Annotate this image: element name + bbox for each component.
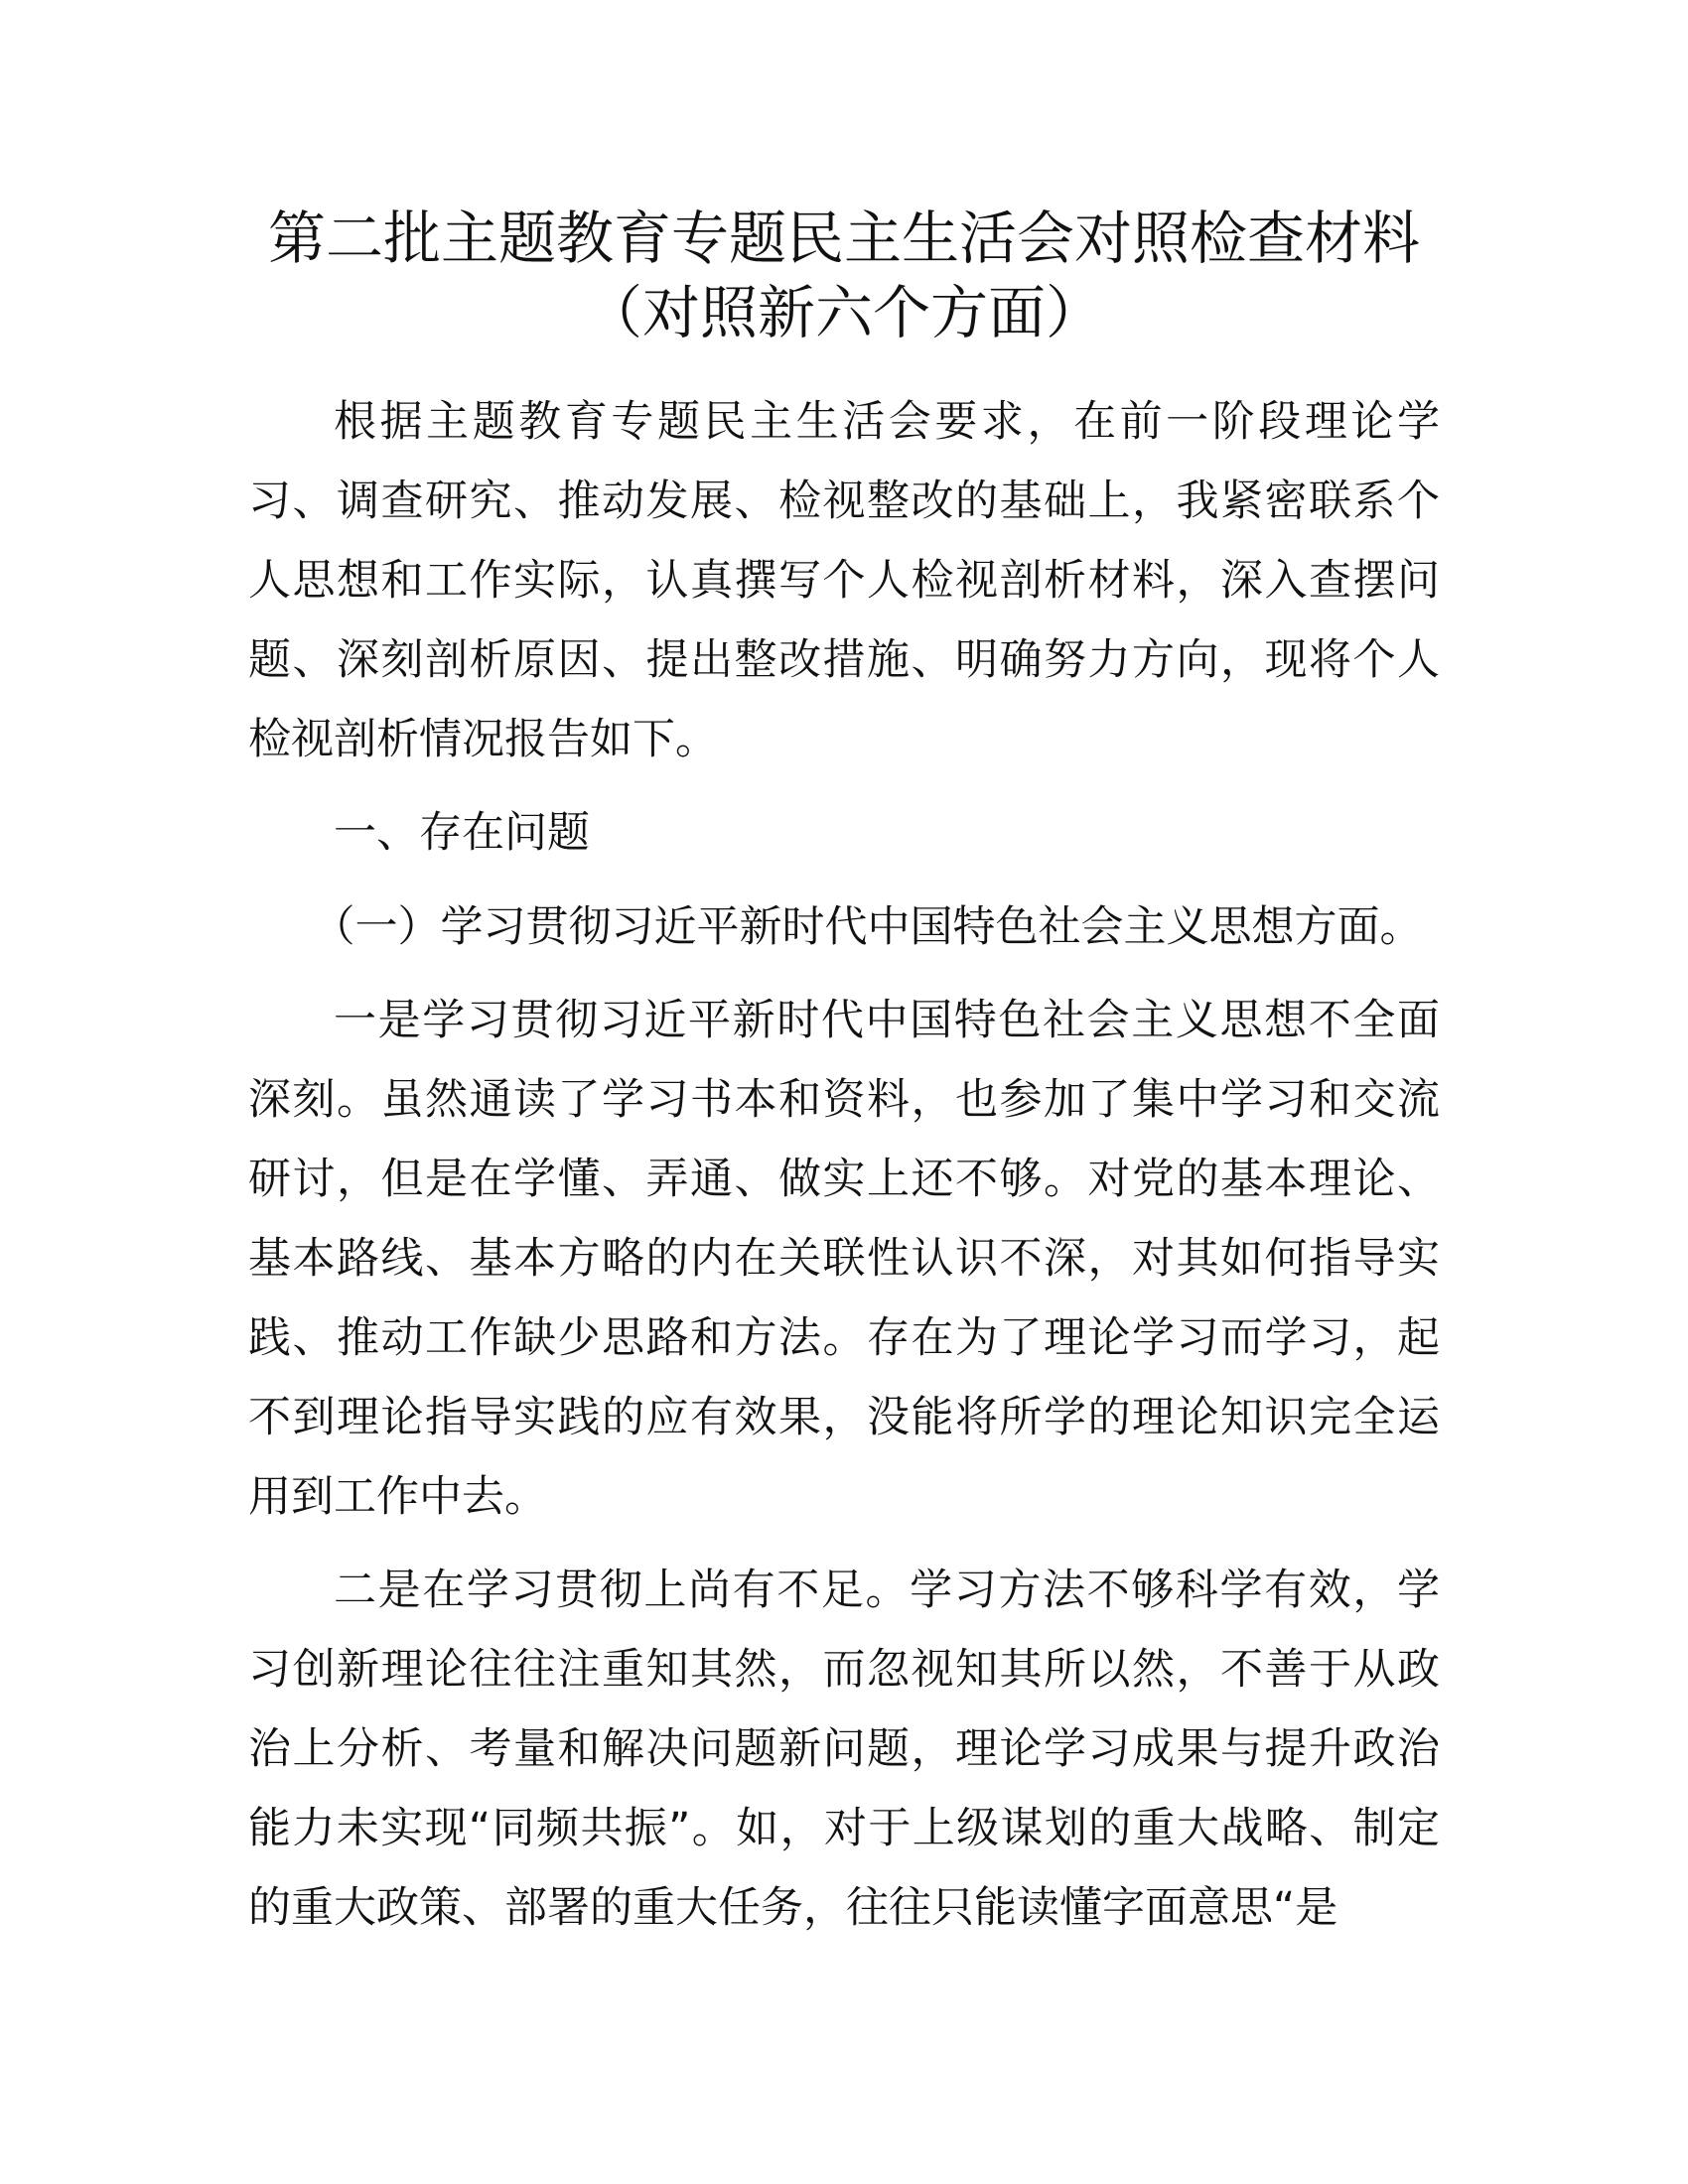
body-paragraph-1: 一是学习贯彻习近平新时代中国特色社会主义思想不全面深刻。虽然通读了学习书本和资料，也参加了集中学习和交流研讨，但是在学懂、弄通、做实上还不够。对党的基本理论、基本路线、基本方略的内在关联性认识不深，对其如何指导实践、推动工作缺少思路和方法。存在为了理论学习而学习，起不到理论指导实践的应有效果，没能将所学的理论知识完全运用到工作中去。 — [248, 996, 1440, 1522]
intro-paragraph: 根据主题教育专题民主生活会要求，在前一阶段理论学习、调查研究、推动发展、检视整改的基础上，我紧密联系个人思想和工作实际，认真撰写个人检视剖析材料，深入查摆问题、深刻剖析原因、提出整改措施、明确努力方向，现将个人检视剖析情况报告如下。 — [248, 397, 1440, 764]
subsection-heading-1: （一）学习贯彻习近平新时代中国特色社会主义思想方面。 — [312, 902, 1423, 952]
body-paragraph-2: 二是在学习贯彻上尚有不足。学习方法不够科学有效，学习创新理论往往注重知其然，而忽视知其所以然，不善于从政治上分析、考量和解决问题新问题，理论学习成果与提升政治能力未实现“同频共振”。如，对于上级谋划的重大战略、制定的重大政策、部署的重大任务，往往只能读懂字面意思“是 — [248, 1566, 1440, 1933]
document-subtitle: （对照新六个方面） — [584, 279, 1103, 346]
document-body — [248, 382, 1440, 1962]
section-heading-problems: 一、存在问题 — [334, 808, 590, 858]
document-title: 第二批主题教育专题民主生活会对照检查材料 — [267, 205, 1420, 272]
